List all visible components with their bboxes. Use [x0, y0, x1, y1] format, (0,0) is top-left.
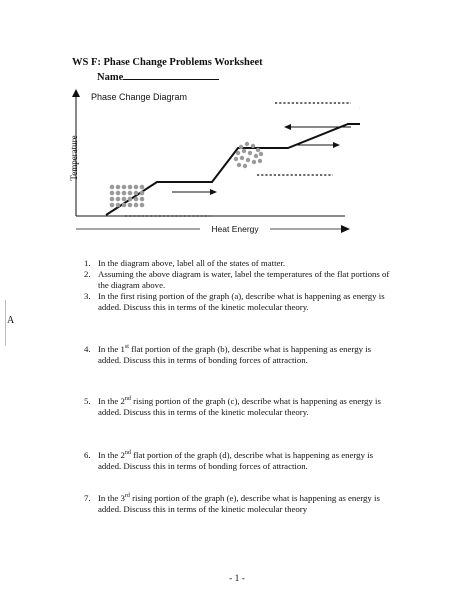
margin-letter: A [7, 315, 15, 326]
arrow-upper-left-head [284, 124, 291, 130]
arrow-flat1-head [210, 189, 217, 195]
left-margin-bar [5, 300, 6, 346]
question-7: 7. In the 3rd rising portion of the graph (e), describe what is happening as energy is added. Discuss this in terms of the kinetic molecular theory [84, 493, 380, 514]
question-1: 1. In the diagram above, label all of the states of matter. [84, 258, 286, 268]
x-axis-label: Heat Energy [211, 224, 259, 234]
question-5: 5. In the 2nd rising portion of the graph (c), describe what is happening as energy is added. Discuss this in terms of the kinetic molecular theory. [84, 396, 381, 417]
worksheet-title: WS F: Phase Change Problems Worksheet [72, 57, 263, 68]
heating-curve [106, 124, 360, 215]
name-blank-line[interactable] [123, 70, 219, 80]
arrow-flat2-head [333, 142, 340, 148]
page-number: - 1 - [229, 574, 245, 584]
liquid-particles-icon [234, 142, 263, 168]
question-2: 2. Assuming the above diagram is water, label the temperatures of the flat portions of the diagram above. [84, 269, 390, 290]
diagram-title: Phase Change Diagram [91, 92, 188, 102]
x-axis-arrowhead [341, 225, 350, 233]
y-axis-arrowhead [72, 89, 80, 97]
solid-particles-icon [110, 185, 145, 208]
question-3: 3. In the first rising portion of the graph (a), describe what is happening as energy is added. Discuss this in terms of the kinetic molecular theory. [84, 291, 385, 312]
phase-change-diagram [60, 84, 360, 241]
question-4: 4. In the 1st flat portion of the graph (b), describe what is happening as energy is added. Discuss this in terms of bonding forces of attraction. [84, 344, 372, 365]
question-6: 6. In the 2nd flat portion of the graph (d), describe what is happening as energy is added. Discuss this in terms of bonding forces of attraction. [84, 450, 374, 471]
name-field[interactable] [97, 70, 219, 83]
y-axis-label: Temperature [69, 135, 79, 181]
name-label: Name [97, 72, 124, 83]
